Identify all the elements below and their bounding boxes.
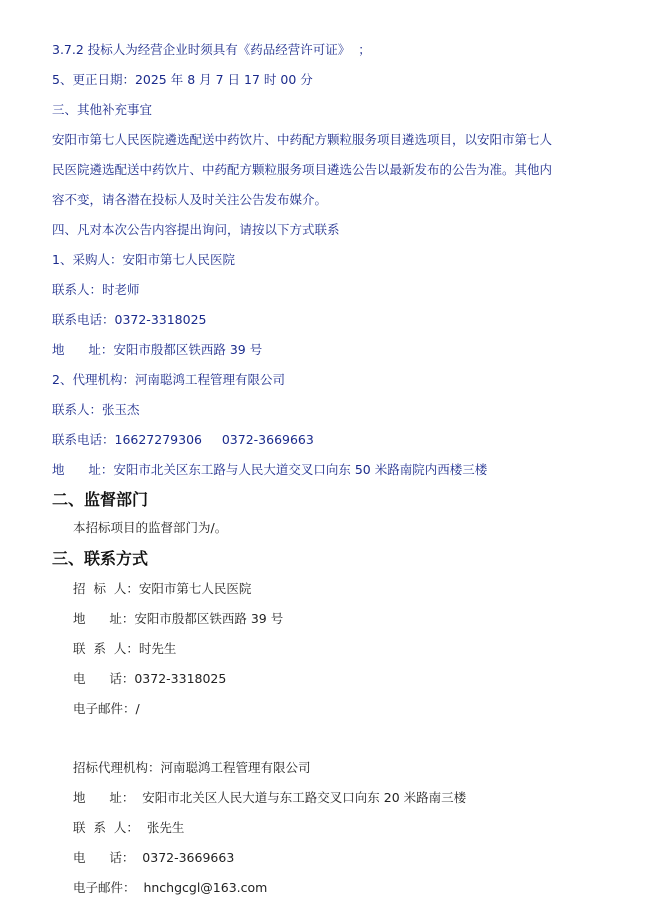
tenderer-phone: 电 话：0372-3318025 — [73, 671, 227, 686]
purchaser-name: 1、采购人：安阳市第七人民医院 — [52, 252, 235, 267]
purchaser-phone: 联系电话：0372-3318025 — [52, 312, 207, 327]
other-matters-paragraph-line-3: 容不变，请各潜在投标人及时关注公告发布媒介。 — [52, 192, 328, 207]
tender-agency-contact: 联 系 人： 张先生 — [73, 820, 185, 835]
tenderer-contact: 联 系 人：时先生 — [73, 641, 177, 656]
agency-phone: 联系电话：16627279306 0372-3669663 — [52, 432, 314, 447]
correction-date: 5、更正日期：2025 年 8 月 7 日 17 时 00 分 — [52, 72, 313, 87]
tenderer-email: 电子邮件：/ — [73, 701, 140, 716]
qualification-requirement: 3.7.2 投标人为经营企业时须具有《药品经营许可证》 ； — [52, 42, 371, 57]
other-matters-paragraph-line-1: 安阳市第七人民医院遴选配送中药饮片、中药配方颗粒服务项目遴选项目，以安阳市第七人 — [52, 132, 553, 147]
supervision-text: 本招标项目的监督部门为/。 — [73, 520, 228, 535]
tender-agency-email: 电子邮件： hnchgcgl@163.com — [73, 880, 268, 895]
tenderer-name: 招 标 人：安阳市第七人民医院 — [73, 581, 252, 596]
agency-name: 2、代理机构：河南聪鸿工程管理有限公司 — [52, 372, 285, 387]
tenderer-address: 地 址：安阳市殷都区铁西路 39 号 — [73, 611, 284, 626]
supervision-heading: 二、监督部门 — [52, 490, 149, 509]
other-matters-paragraph-line-2: 民医院遴选配送中药饮片、中药配方颗粒服务项目遴选公告以最新发布的公告为准。其他内 — [52, 162, 553, 177]
tender-agency-phone: 电 话： 0372-3669663 — [73, 850, 235, 865]
agency-address: 地 址：安阳市北关区东工路与人民大道交叉口向东 50 米路南院内西楼三楼 — [52, 462, 488, 477]
purchaser-contact: 联系人：时老师 — [52, 282, 140, 297]
inquiry-heading: 四、凡对本次公告内容提出询问，请按以下方式联系 — [52, 222, 340, 237]
contact-heading: 三、联系方式 — [52, 549, 149, 568]
other-matters-heading: 三、其他补充事宜 — [52, 102, 153, 117]
agency-contact: 联系人：张玉杰 — [52, 402, 140, 417]
tender-agency-name: 招标代理机构：河南聪鸿工程管理有限公司 — [73, 760, 311, 775]
purchaser-address: 地 址：安阳市殷都区铁西路 39 号 — [52, 342, 263, 357]
tender-agency-address: 地 址： 安阳市北关区人民大道与东工路交叉口向东 20 米路南三楼 — [73, 790, 467, 805]
